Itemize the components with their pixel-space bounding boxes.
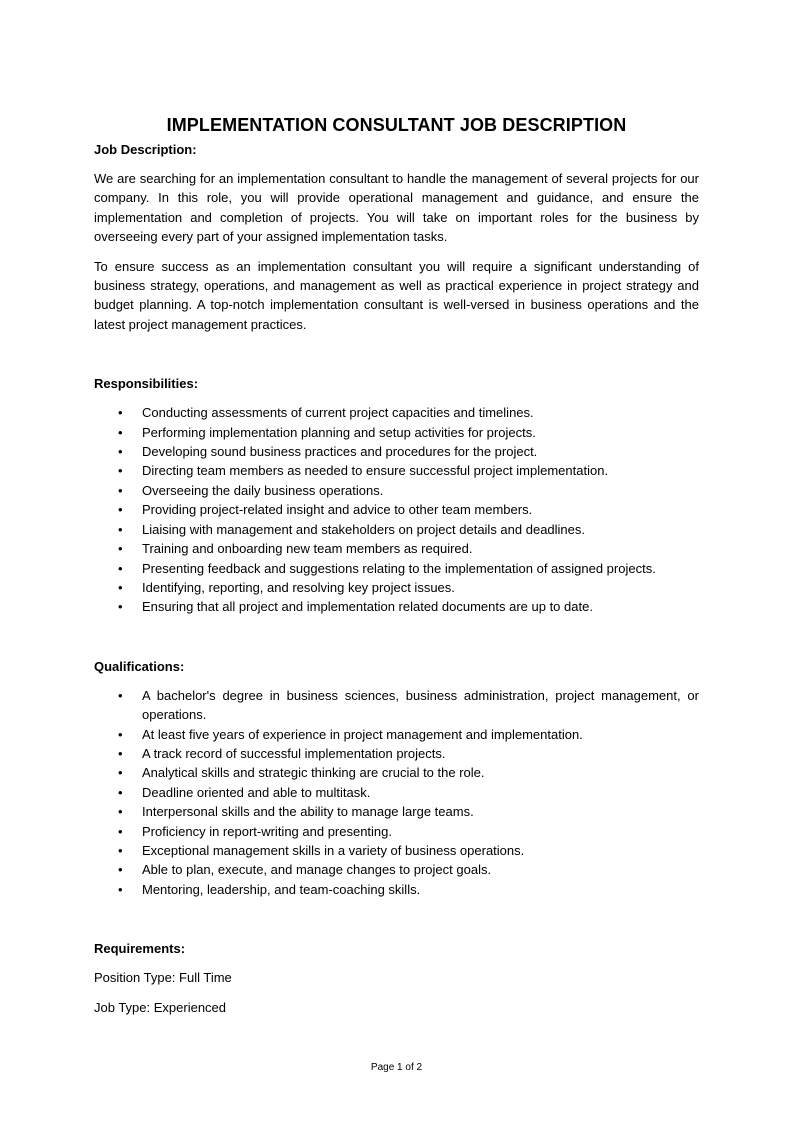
qualifications-list — [94, 686, 699, 899]
list-item-text: Liaising with management and stakeholders on project details and deadlines. — [142, 521, 586, 537]
job-description-paragraph-1: We are searching for an implementation consultant to handle the management of several projects for our company. In this role, you will provide operational management and guidance, and ensure the implementation and completion of projects. You will take on important roles for the business by overseeing every part of your assigned implementation tasks. — [94, 171, 699, 245]
job-description-heading: Job Description: — [94, 142, 197, 157]
list-item-text: Presenting feedback and suggestions relating to the implementation of assigned projects. — [142, 560, 656, 576]
list-item — [94, 783, 699, 802]
job-description-paragraph-2: To ensure success as an implementation consultant you will require a significant understanding of business strategy, operations, and management as well as practical experience in project strategy and budget planning. A top-notch implementation consultant is well-versed in business operations and the latest project management practices. — [94, 258, 699, 332]
list-item — [94, 822, 699, 841]
position-type: Position Type: Full Time — [94, 970, 232, 986]
list-item — [94, 539, 699, 558]
list-item-text: Interpersonal skills and the ability to manage large teams. — [142, 804, 474, 820]
list-item — [94, 559, 699, 578]
list-item — [94, 461, 699, 480]
list-item — [94, 880, 699, 899]
responsibilities-heading: Responsibilities: — [94, 376, 199, 392]
bullet-icon: • — [118, 541, 123, 557]
list-item — [94, 500, 699, 519]
list-item-text: Training and onboarding new team members as required. — [142, 541, 473, 557]
bullet-icon: • — [118, 579, 123, 595]
job-type: Job Type: Experienced — [94, 999, 227, 1015]
list-item — [94, 520, 699, 539]
list-item — [94, 442, 699, 461]
list-item-text: Exceptional management skills in a variety of business operations. — [142, 842, 525, 858]
list-item — [94, 481, 699, 500]
spacer — [94, 988, 699, 998]
bullet-icon: • — [118, 745, 123, 761]
list-item — [94, 686, 699, 725]
bullet-icon: • — [118, 842, 123, 858]
bullet-icon: • — [118, 424, 123, 440]
bullet-icon: • — [118, 726, 123, 742]
list-item-text: Mentoring, leadership, and team-coaching skills. — [142, 881, 421, 897]
bullet-icon: • — [118, 482, 123, 498]
bullet-icon: • — [118, 502, 123, 518]
list-item — [94, 423, 699, 442]
list-item-text: Identifying, reporting, and resolving key project issues. — [142, 579, 455, 595]
bullet-icon: • — [118, 444, 123, 460]
list-item — [94, 763, 699, 782]
list-item — [94, 841, 699, 860]
spacer — [94, 393, 699, 403]
responsibilities-list — [94, 403, 699, 616]
spacer — [94, 958, 699, 968]
spacer — [94, 334, 699, 374]
list-item — [94, 597, 699, 616]
page-number: Page 1 of 2 — [370, 1062, 423, 1073]
list-item — [94, 403, 699, 422]
qualifications-heading: Qualifications: — [94, 658, 185, 674]
document-title: IMPLEMENTATION CONSULTANT JOB DESCRIPTION — [166, 115, 627, 135]
spacer — [94, 247, 699, 257]
list-item-text: Directing team members as needed to ensure successful project implementation. — [142, 463, 609, 479]
list-item-text: Able to plan, execute, and manage changes to project goals. — [142, 862, 492, 878]
list-item — [94, 860, 699, 879]
bullet-icon: • — [118, 463, 123, 479]
list-item — [94, 578, 699, 597]
list-item-text: A bachelor's degree in business sciences, business administration, project management, or operations. — [142, 687, 699, 723]
list-item-text: Overseeing the daily business operations. — [142, 482, 384, 498]
spacer — [94, 617, 699, 657]
list-item-text: Performing implementation planning and setup activities for projects. — [142, 424, 536, 440]
document-body — [94, 112, 699, 1017]
bullet-icon: • — [118, 765, 123, 781]
list-item — [94, 725, 699, 744]
list-item — [94, 802, 699, 821]
requirements-heading: Requirements: — [94, 941, 186, 957]
bullet-icon: • — [118, 804, 123, 820]
spacer — [94, 899, 699, 939]
list-item-text: Conducting assessments of current project capacities and timelines. — [142, 405, 534, 421]
bullet-icon: • — [118, 687, 123, 703]
spacer — [94, 676, 699, 686]
bullet-icon: • — [118, 599, 123, 615]
spacer — [94, 159, 699, 169]
list-item-text: A track record of successful implementation projects. — [142, 745, 446, 761]
list-item-text: At least five years of experience in project management and implementation. — [142, 726, 583, 742]
bullet-icon: • — [118, 823, 123, 839]
bullet-icon: • — [118, 560, 123, 576]
list-item — [94, 744, 699, 763]
list-item-text: Developing sound business practices and procedures for the project. — [142, 444, 538, 460]
bullet-icon: • — [118, 862, 123, 878]
bullet-icon: • — [118, 521, 123, 537]
bullet-icon: • — [118, 881, 123, 897]
list-item-text: Proficiency in report-writing and presenting. — [142, 823, 393, 839]
list-item-text: Ensuring that all project and implementation related documents are up to date. — [142, 599, 593, 615]
list-item-text: Deadline oriented and able to multitask. — [142, 784, 371, 800]
list-item-text: Analytical skills and strategic thinking are crucial to the role. — [142, 765, 485, 781]
bullet-icon: • — [118, 405, 123, 421]
bullet-icon: • — [118, 784, 123, 800]
list-item-text: Providing project-related insight and advice to other team members. — [142, 502, 533, 518]
